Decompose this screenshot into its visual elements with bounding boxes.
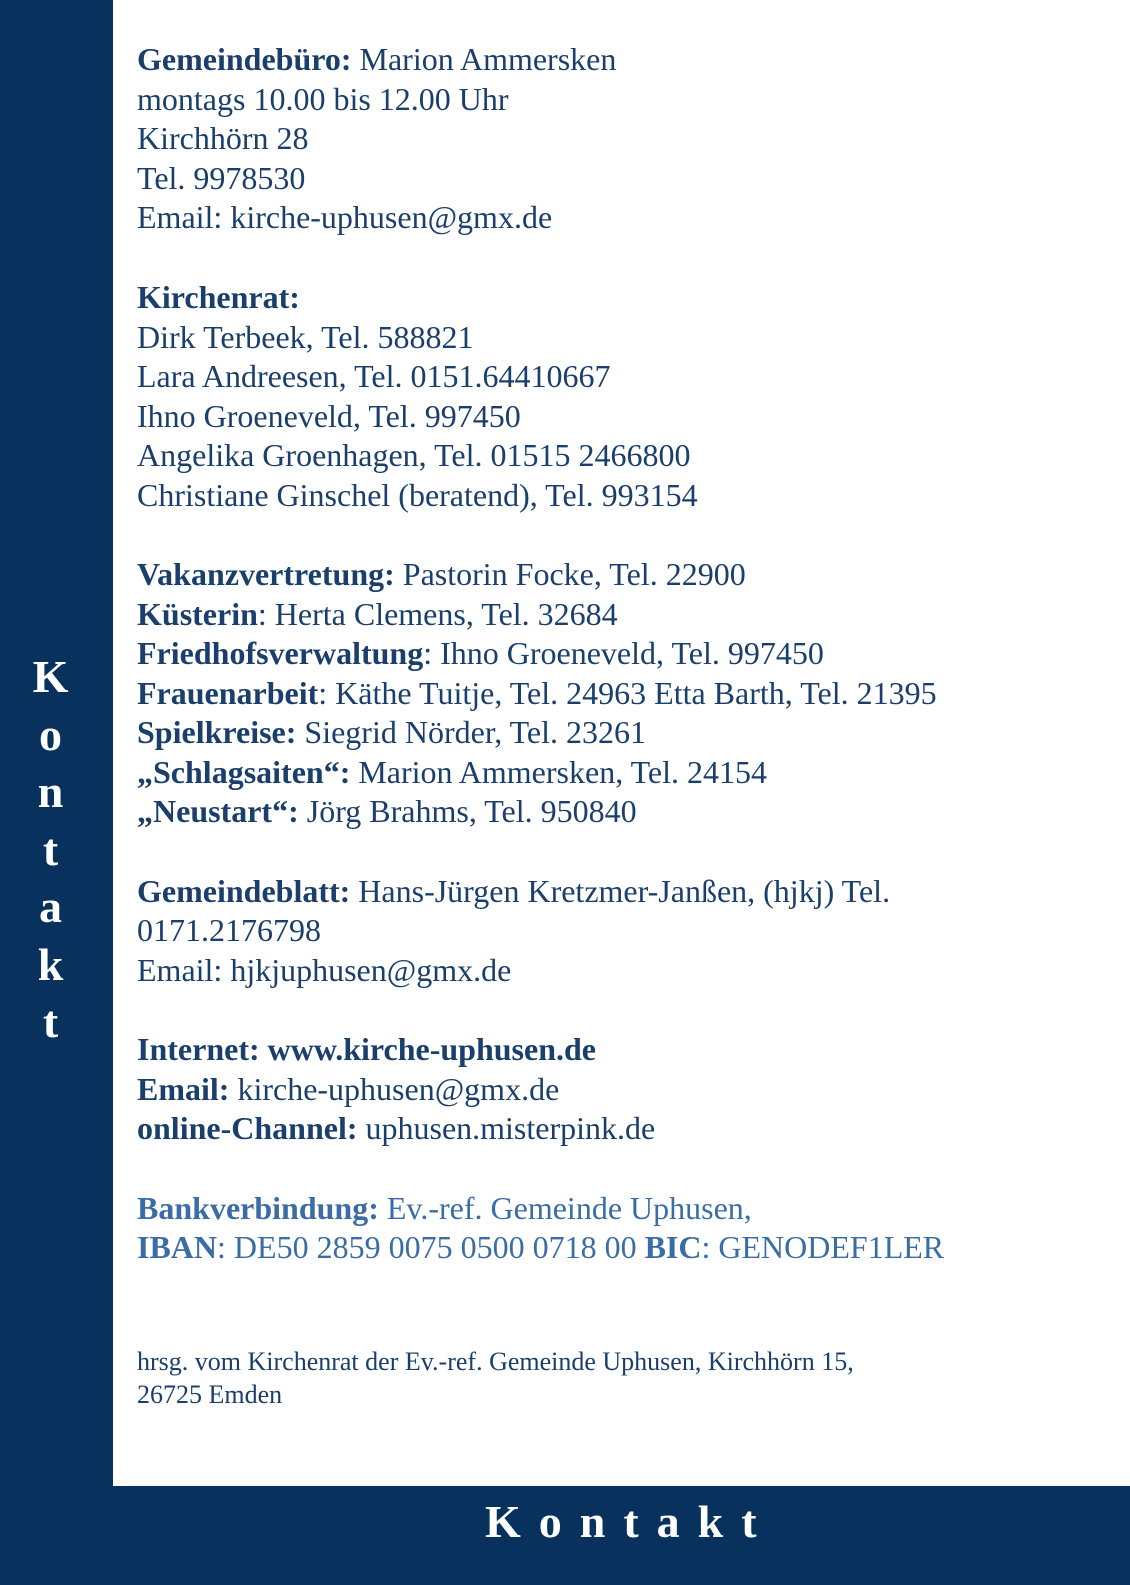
kirchenrat-member: Ihno Groeneveld, Tel. 997450 bbox=[137, 398, 521, 434]
sidebar-vertical-title bbox=[0, 648, 101, 1051]
online-channel-link[interactable]: uphusen.misterpink.de bbox=[357, 1110, 656, 1146]
imprint-line: 26725 Emden bbox=[137, 1380, 283, 1409]
sidebar-letter: o bbox=[39, 708, 62, 760]
online-channel-line bbox=[137, 1108, 655, 1148]
role-label: Küsterin bbox=[137, 596, 258, 632]
sidebar-letter: t bbox=[42, 996, 59, 1047]
sidebar-letter: t bbox=[42, 823, 59, 875]
gemeindebuero-address: Kirchhörn 28 bbox=[137, 120, 309, 156]
imprint-line: hrsg. vom Kirchenrat der Ev.-ref. Gemeinde Uphusen, Kirchhörn 15, bbox=[137, 1347, 854, 1376]
role-schlagsaiten bbox=[137, 752, 767, 792]
kirchenrat-member: Lara Andreesen, Tel. 0151.64410667 bbox=[137, 358, 611, 394]
gemeindebuero-heading-line bbox=[137, 39, 616, 79]
role-text: Pastorin Focke, Tel. 22900 bbox=[394, 556, 746, 592]
internet-email[interactable]: kirche-uphusen@gmx.de bbox=[229, 1071, 560, 1107]
internet-email-line bbox=[137, 1069, 559, 1109]
kirchenrat-member: Dirk Terbeek, Tel. 588821 bbox=[137, 319, 474, 355]
footer-title: Kontakt bbox=[485, 1496, 775, 1547]
online-channel-label: online-Channel: bbox=[137, 1110, 358, 1146]
role-label: „Schlagsaiten“: bbox=[137, 754, 351, 790]
role-label: Spielkreise: bbox=[137, 714, 297, 750]
bank-line bbox=[137, 1188, 752, 1228]
role-label: Frauenarbeit bbox=[137, 675, 319, 711]
role-text: Jörg Brahms, Tel. 950840 bbox=[298, 793, 637, 829]
role-text: : Ihno Groeneveld, Tel. 997450 bbox=[423, 635, 824, 671]
gemeindeblatt-text: Hans-Jürgen Kretzmer-Janßen, (hjkj) Tel. bbox=[350, 873, 891, 909]
bank-name: Ev.-ref. Gemeinde Uphusen, bbox=[378, 1190, 752, 1226]
kirchenrat-member: Angelika Groenhagen, Tel. 01515 2466800 bbox=[137, 437, 691, 473]
role-text: : Herta Clemens, Tel. 32684 bbox=[257, 596, 618, 632]
gemeindebuero-email[interactable]: Email: kirche-uphusen@gmx.de bbox=[137, 199, 553, 235]
role-friedhofsverwaltung bbox=[137, 633, 824, 673]
sidebar-letter: K bbox=[32, 651, 69, 702]
kirchenrat-member: Christiane Ginschel (beratend), Tel. 993154 bbox=[137, 477, 698, 513]
bic-value: : GENODEF1LER bbox=[701, 1229, 945, 1265]
gemeindebuero-label: Gemeindebüro: bbox=[137, 41, 352, 77]
internet-link[interactable]: Internet: www.kirche-uphusen.de bbox=[137, 1031, 596, 1067]
role-text: Marion Ammersken, Tel. 24154 bbox=[350, 754, 768, 790]
kirchenrat-label: Kirchenrat: bbox=[137, 279, 300, 315]
gemeindebuero-hours: montags 10.00 bis 12.00 Uhr bbox=[137, 81, 509, 117]
role-text: Siegrid Nörder, Tel. 23261 bbox=[296, 714, 647, 750]
role-frauenarbeit bbox=[137, 673, 937, 713]
sidebar-letter: n bbox=[37, 766, 64, 817]
internet-email-label: Email: bbox=[137, 1071, 230, 1107]
role-kuesterin bbox=[137, 594, 618, 634]
role-label: Friedhofsverwaltung bbox=[137, 635, 424, 671]
bic-label: BIC bbox=[644, 1229, 702, 1265]
role-label: Vakanzvertretung: bbox=[137, 556, 395, 592]
bank-label: Bankverbindung: bbox=[137, 1190, 379, 1226]
sidebar bbox=[0, 0, 113, 1585]
role-neustart bbox=[137, 791, 637, 831]
role-label: „Neustart“: bbox=[137, 793, 299, 829]
gemeindeblatt-line bbox=[137, 871, 890, 911]
gemeindebuero-phone: Tel. 9978530 bbox=[137, 160, 306, 196]
footer-bar bbox=[113, 1486, 1130, 1585]
bank-iban-line bbox=[137, 1227, 944, 1267]
sidebar-letter: a bbox=[39, 881, 62, 932]
iban-label: IBAN bbox=[137, 1229, 218, 1265]
gemeindeblatt-phone: 0171.2176798 bbox=[137, 912, 321, 948]
role-spielkreise bbox=[137, 712, 646, 752]
iban-value: : DE50 2859 0075 0500 0718 00 bbox=[217, 1229, 645, 1265]
role-vakanzvertretung bbox=[137, 554, 746, 594]
sidebar-letter: k bbox=[37, 938, 64, 990]
gemeindeblatt-email[interactable]: Email: hjkjuphusen@gmx.de bbox=[137, 952, 512, 988]
role-text: : Käthe Tuitje, Tel. 24963 Etta Barth, Tel. 21395 bbox=[318, 675, 937, 711]
gemeindeblatt-label: Gemeindeblatt: bbox=[137, 873, 351, 909]
gemeindebuero-name: Marion Ammersken bbox=[359, 41, 617, 77]
